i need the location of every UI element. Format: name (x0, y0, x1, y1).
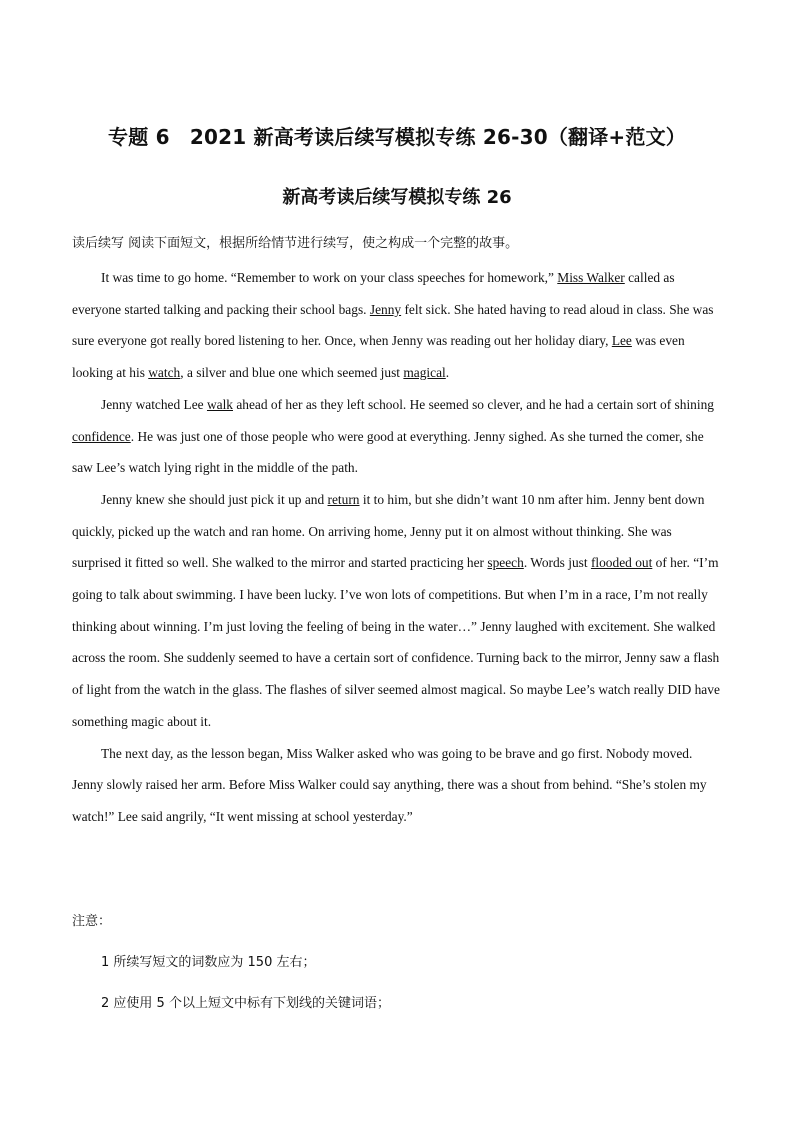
passage-text: . Words just (523, 555, 591, 571)
task-instruction: 读后续写 阅读下面短文，根据所给情节进行续写，使之构成一个完整的故事。 (72, 236, 519, 251)
underlined-keyword: confidence (72, 428, 131, 444)
notes-section (72, 910, 724, 1033)
note-item-2: 2 应使用 5 个以上短文中标有下划线的关键词语； (101, 996, 390, 1011)
passage-text: Jenny knew she should just pick it up and (101, 491, 328, 507)
underlined-keyword: return (327, 491, 360, 507)
passage-text: Jenny watched Lee (101, 396, 207, 412)
passage-text: The next day, as the lesson began, Miss Walker asked who was going to be brave and go first. Nobody moved. Jenny slowly raised her arm. Before Miss Walker could say anything, there was a shout from behind. “She’s stolen my watch!” Lee said angrily, “It went missing at school yesterday.” (72, 745, 707, 824)
paragraph-1 (72, 262, 724, 389)
underlined-keyword: watch (148, 365, 181, 381)
underlined-keyword: magical (403, 365, 446, 381)
story-passage (72, 262, 724, 833)
underlined-keyword: Miss Walker (557, 270, 625, 285)
passage-text: ahead of her as they left school. He seemed so clever, and he had a certain sort of shining (233, 396, 714, 412)
paragraph-2 (72, 389, 724, 484)
paragraph-3 (72, 484, 724, 738)
passage-text: felt sick. She hated having to read aloud in class. She was sure everyone got really bored listening to her. Once, when Jenny was reading out her holiday diary, (72, 301, 714, 349)
passage-text: , a silver and blue one which seemed just (180, 365, 404, 381)
document-subtitle: 新高考读后续写模拟专练 26 (282, 187, 512, 208)
note-item-1: 1 所续写短文的词数应为 150 左右； (101, 955, 316, 970)
underlined-keyword: flooded out (590, 555, 653, 571)
underlined-keyword: speech (487, 555, 524, 571)
paragraph-4 (72, 738, 724, 833)
passage-text: called as everyone started talking and packing their school bags. (72, 270, 675, 317)
notes-heading: 注意： (72, 914, 112, 929)
passage-text: was even looking at his (72, 333, 685, 381)
passage-text: of her. “I’m going to talk about swimming. I have been lucky. I’ve won lots of competitions. But when I’m in a race, I’m not really thinking about winning. I’m just loving the feeling of being in the water…” Jenny laughed with excitement. She walked across the room. She suddenly seemed to have a certain sort of confidence. Turning back to the mirror, Jenny saw a flash of light from the watch in the glass. The flashes of silver seemed almost magical. So maybe Lee’s watch really DID have something magic about it. (72, 555, 720, 729)
passage-text: . He was just one of those people who were good at everything. Jenny sighed. As she turned the comer, she saw Lee’s watch lying right in the middle of the path. (72, 428, 704, 476)
passage-text: it to him, but she didn’t want 10 nm after him. Jenny bent down quickly, picked up the watch and ran home. On arriving home, Jenny put it on almost without thinking. She was surprised it fitted so well. She walked to the mirror and started practicing her (72, 491, 705, 571)
underlined-keyword: Lee (611, 333, 632, 349)
underlined-keyword: Jenny (369, 301, 402, 317)
document-title: 专题 6 2021 新高考读后续写模拟专练 26-30（翻译+范文） (108, 125, 686, 149)
passage-text: It was time to go home. “Remember to work on your class speeches for homework,” (101, 270, 558, 285)
passage-text: . (445, 365, 450, 381)
underlined-keyword: walk (206, 396, 233, 412)
